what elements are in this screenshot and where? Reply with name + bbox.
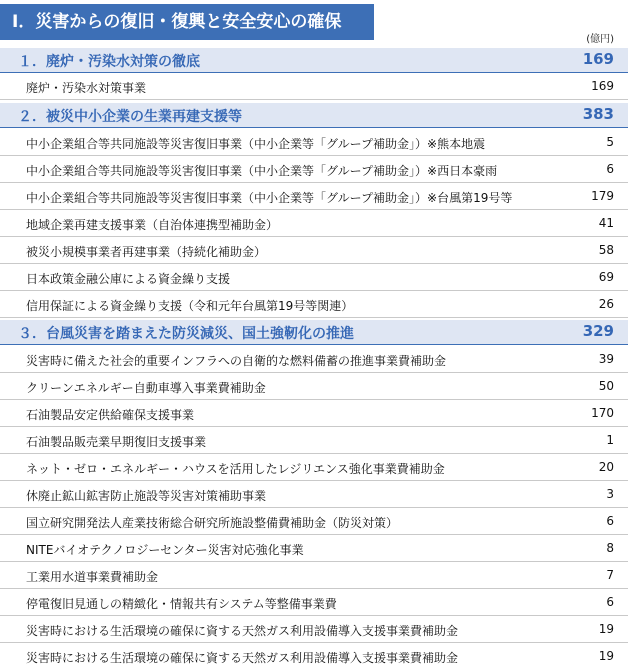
budget-row <box>0 346 628 373</box>
item-amount: 169 <box>591 79 614 93</box>
item-amount: 39 <box>598 352 614 366</box>
item-amount: 69 <box>598 270 614 284</box>
item-label: 信用保証による資金繰り支援（令和元年台風第19号等関連） <box>26 299 354 313</box>
item-amount: 6 <box>606 162 614 176</box>
budget-row <box>0 535 628 562</box>
item-amount: 19 <box>598 649 614 663</box>
item-amount: 179 <box>591 189 614 203</box>
section-title: ３．台風災害を踏まえた防災減災、国土強靭化の推進 <box>18 326 354 342</box>
item-amount: 1 <box>606 433 614 447</box>
item-label: クリーンエネルギー自動車導入事業費補助金 <box>26 381 266 395</box>
section-amount: 169 <box>582 50 614 68</box>
item-amount: 170 <box>591 406 614 420</box>
item-label: 災害時における生活環境の確保に資する天然ガス利用設備導入支援事業費補助金 <box>26 651 459 665</box>
budget-row <box>0 291 628 318</box>
budget-row <box>0 643 628 670</box>
budget-row <box>0 616 628 643</box>
item-amount: 19 <box>598 622 614 636</box>
item-label: ネット・ゼロ・エネルギー・ハウスを活用したレジリエンス強化事業費補助金 <box>26 462 445 476</box>
item-amount: 58 <box>598 243 614 257</box>
budget-row <box>0 400 628 427</box>
budget-row <box>0 589 628 616</box>
budget-row <box>0 373 628 400</box>
unit-label: (億円) <box>586 34 614 45</box>
item-amount: 6 <box>606 595 614 609</box>
item-label: 廃炉・汚染水対策事業 <box>26 81 147 95</box>
item-amount: 7 <box>606 568 614 582</box>
item-amount: 3 <box>606 487 614 501</box>
item-label: 中小企業組合等共同施設等災害復旧事業（中小企業等「グループ補助金」）※西日本豪雨 <box>26 164 498 178</box>
section-header-decommissioning <box>0 48 628 73</box>
item-label: 災害時に備えた社会的重要インフラへの自衛的な燃料備蓄の推進事業費補助金 <box>26 354 447 368</box>
item-amount: 26 <box>598 297 614 311</box>
item-amount: 8 <box>606 541 614 555</box>
item-label: 石油製品安定供給確保支援事業 <box>26 408 195 422</box>
budget-row <box>0 264 628 291</box>
budget-row <box>0 183 628 210</box>
item-label: 中小企業組合等共同施設等災害復旧事業（中小企業等「グループ補助金」）※台風第19号等 <box>26 191 513 205</box>
section-title: ２．被災中小企業の生業再建支援等 <box>18 109 242 125</box>
budget-row <box>0 73 628 100</box>
budget-row <box>0 454 628 481</box>
item-amount: 20 <box>598 460 614 474</box>
item-amount: 6 <box>606 514 614 528</box>
item-label: 石油製品販売業早期復旧支援事業 <box>26 435 207 449</box>
section-header-disaster-prevention <box>0 320 628 345</box>
item-label: NITEバイオテクノロジーセンター災害対応強化事業 <box>26 543 304 557</box>
item-label: 地域企業再建支援事業（自治体連携型補助金） <box>26 218 279 232</box>
item-label: 休廃止鉱山鉱害防止施設等災害対策補助事業 <box>26 489 267 503</box>
budget-row <box>0 562 628 589</box>
page-title: Ⅰ．災害からの復旧・復興と安全安心の確保 <box>0 4 374 40</box>
section-header-sme-support <box>0 103 628 128</box>
section-amount: 383 <box>582 105 614 123</box>
section-amount: 329 <box>582 322 614 340</box>
item-label: 中小企業組合等共同施設等災害復旧事業（中小企業等「グループ補助金」）※熊本地震 <box>26 137 486 151</box>
item-label: 国立研究開発法人産業技術総合研究所施設整備費補助金（防災対策） <box>26 516 399 530</box>
item-label: 停電復旧見通しの精緻化・情報共有システム等整備事業費 <box>26 597 337 611</box>
budget-row <box>0 210 628 237</box>
budget-row <box>0 508 628 535</box>
item-label: 災害時における生活環境の確保に資する天然ガス利用設備導入支援事業費補助金 <box>26 624 459 638</box>
item-label: 被災小規模事業者再建事業（持続化補助金） <box>26 245 267 259</box>
item-amount: 50 <box>598 379 614 393</box>
item-label: 工業用水道事業費補助金 <box>26 570 159 584</box>
section-title: １．廃炉・汚染水対策の徹底 <box>18 54 200 70</box>
budget-row <box>0 237 628 264</box>
item-label: 日本政策金融公庫による資金繰り支援 <box>26 272 231 286</box>
budget-row <box>0 156 628 183</box>
budget-row <box>0 427 628 454</box>
item-amount: 5 <box>606 135 614 149</box>
budget-row <box>0 481 628 508</box>
budget-row <box>0 129 628 156</box>
item-amount: 41 <box>598 216 614 230</box>
